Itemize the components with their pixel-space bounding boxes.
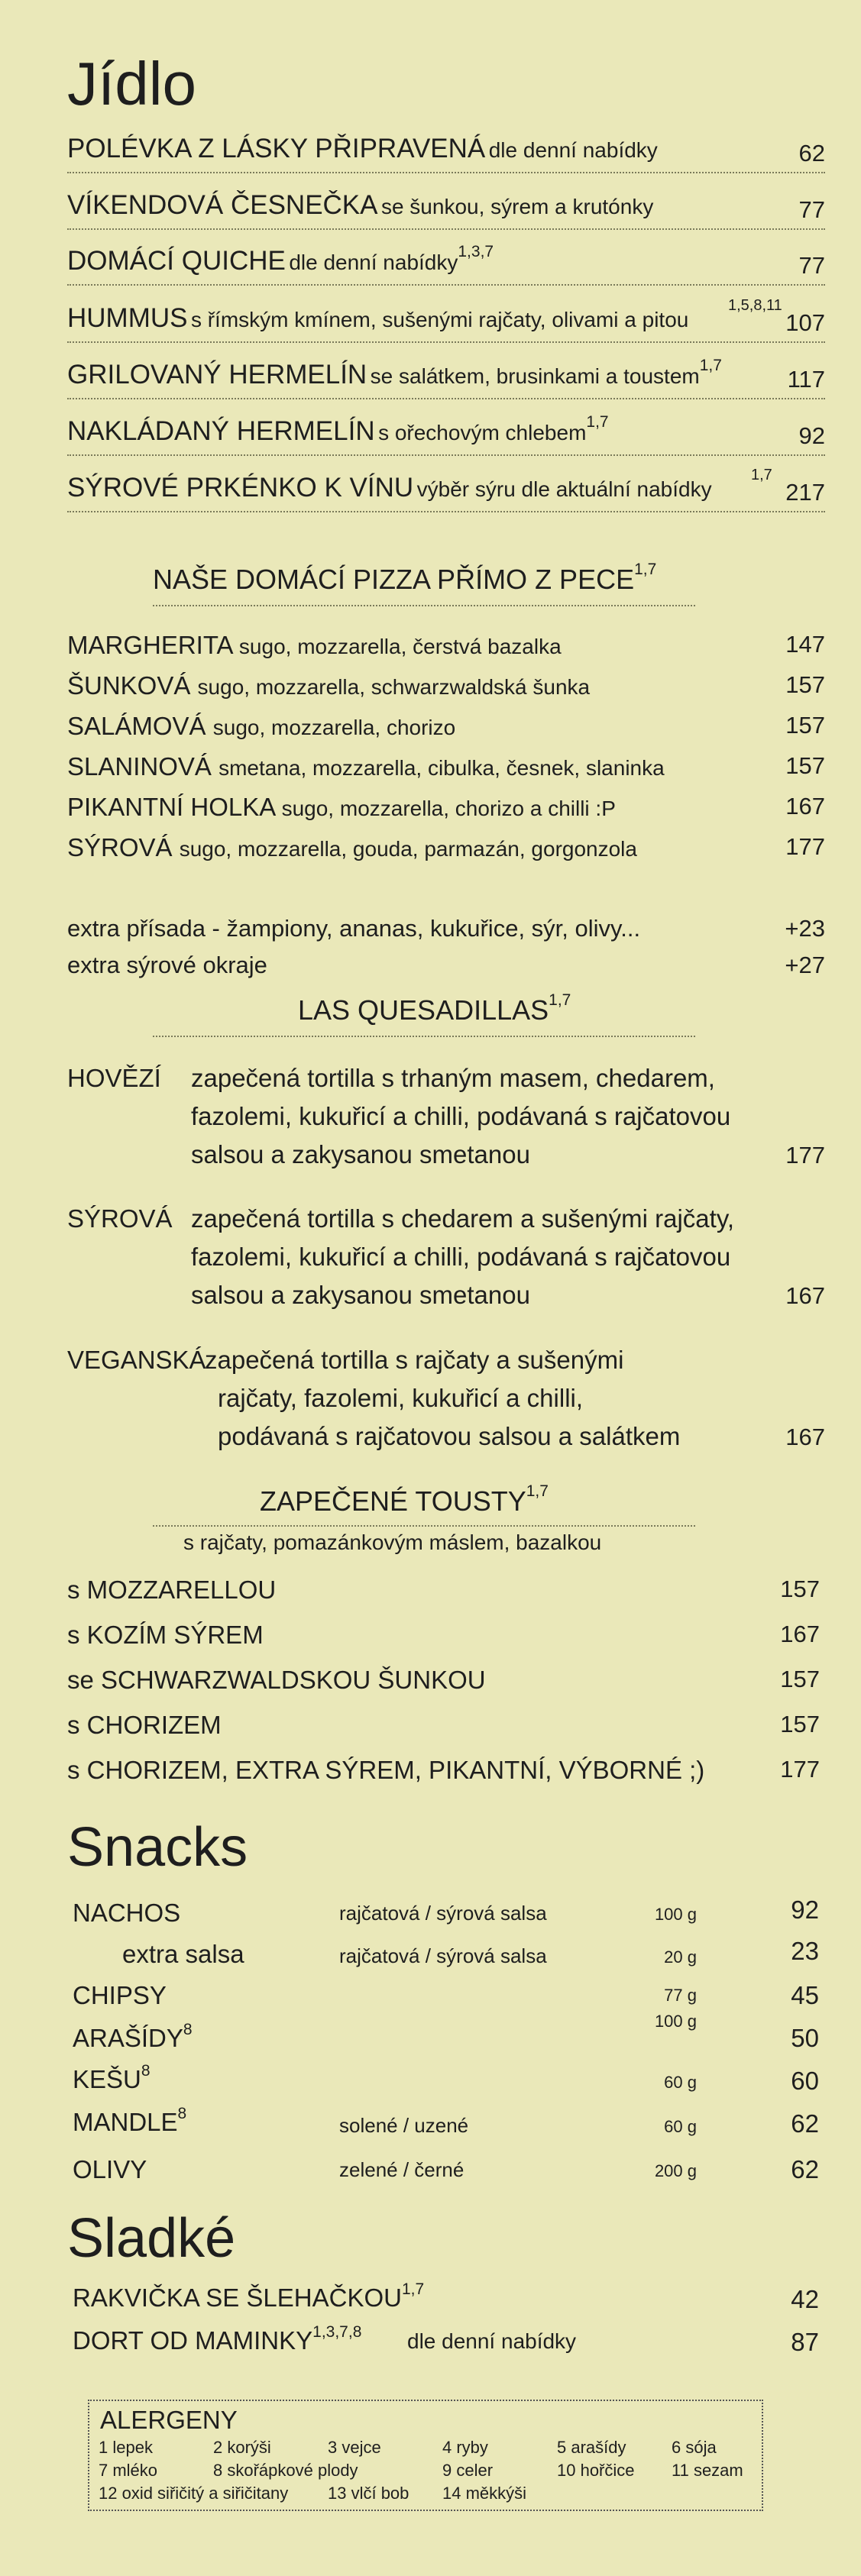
snack-name: CHIPSY xyxy=(73,1981,167,2009)
snack-weight: 100 g xyxy=(654,2012,697,2031)
price: 92 xyxy=(791,1896,819,1924)
allergen-codes: 1,7 xyxy=(549,991,571,1009)
price: 157 xyxy=(785,712,825,739)
price: 60 xyxy=(791,2067,819,2095)
snack-weight: 100 g xyxy=(654,1905,697,1924)
quesadilla-name: SÝROVÁ xyxy=(67,1204,173,1233)
allergen-item: 2 korýši xyxy=(213,2438,271,2457)
pizza-heading: NAŠE DOMÁCÍ PIZZA PŘÍMO Z PECE$^{1,7}$ xyxy=(153,561,657,595)
allergen-item: 1 lepek xyxy=(99,2438,153,2457)
price: 23 xyxy=(791,1937,819,1965)
section-title-sladke: Sladké xyxy=(67,2208,236,2269)
allergen-item: 3 vejce xyxy=(328,2438,381,2457)
pizza-item: MARGHERITA sugo, mozzarella, čerstvá bazalka 147 xyxy=(67,631,825,659)
price: 157 xyxy=(780,1666,820,1692)
snack-name: ARAŠÍDY$^8$ xyxy=(73,2021,193,2052)
snack-name: MANDLE$^8$ xyxy=(73,2105,187,2136)
allergen-codes: 1,7 xyxy=(401,2280,425,2298)
allergen-item: 12 oxid siřičitý a siřičitany xyxy=(99,2484,289,2503)
allergens-box xyxy=(88,2400,763,2511)
allergens-title: ALERGENY xyxy=(100,2406,238,2434)
snack-weight: 77 g xyxy=(664,1986,697,2005)
snack-desc: rajčatová / sýrová salsa xyxy=(339,1902,547,1925)
toast-item: s MOZZARELLOU 157 xyxy=(67,1576,820,1604)
section-title-jidlo: Jídlo xyxy=(67,50,196,118)
allergen-codes: 1,7 xyxy=(586,413,609,431)
snack-desc: rajčatová / sýrová salsa xyxy=(339,1944,547,1967)
price: 167 xyxy=(785,1424,825,1450)
allergen-item: 7 mléko xyxy=(99,2461,158,2480)
price: 42 xyxy=(791,2285,819,2313)
menu-item: 1,5,8,11 HUMMUS s římským kmínem, sušenými rajčaty, olivami a pitou 107 xyxy=(67,303,825,343)
snack-weight: 60 g xyxy=(664,2073,697,2092)
quesadilla-name: VEGANSKÁ xyxy=(67,1346,206,1374)
quesadilla-name: HOVĚZÍ xyxy=(67,1064,161,1092)
snack-weight: 20 g xyxy=(664,1947,697,1967)
allergen-codes: 1,7 xyxy=(526,1482,549,1500)
allergen-codes: 8 xyxy=(177,2105,187,2122)
allergen-item: 13 vlčí bob xyxy=(328,2484,409,2503)
price: 177 xyxy=(780,1756,820,1783)
allergen-codes: 1,3,7 xyxy=(458,243,494,260)
price: 50 xyxy=(791,2024,819,2052)
allergen-codes: 8 xyxy=(141,2062,151,2080)
menu-item: 1,7 SÝROVÉ PRKÉNKO K VÍNU výběr sýru dle aktuální nabídky 217 xyxy=(67,473,825,512)
pizza-item: SÝROVÁ sugo, mozzarella, gouda, parmazán, gorgonzola 177 xyxy=(67,833,825,861)
snack-weight: 60 g xyxy=(664,2117,697,2136)
price: 157 xyxy=(780,1576,820,1602)
divider xyxy=(153,605,695,606)
price: 167 xyxy=(780,1621,820,1647)
divider xyxy=(153,1036,695,1037)
allergen-codes: 1,5,8,11 xyxy=(728,297,782,314)
allergen-codes: 1,7 xyxy=(699,357,722,374)
snack-desc: zelené / černé xyxy=(339,2158,464,2181)
allergen-codes: 1,3,7,8 xyxy=(312,2323,362,2341)
snack-weight: 200 g xyxy=(654,2161,697,2180)
snack-name: OLIVY xyxy=(73,2155,147,2183)
sweet-name: RAKVIČKA SE ŠLEHAČKOU$^{1,7}$ xyxy=(73,2280,425,2312)
tousty-subheading: s rajčaty, pomazánkovým máslem, bazalkou xyxy=(183,1530,602,1554)
price: 157 xyxy=(785,671,825,698)
price: 167 xyxy=(785,793,825,819)
allergen-item: 14 měkkýši xyxy=(442,2484,527,2503)
price: 92 xyxy=(798,422,825,449)
pizza-item: SALÁMOVÁ sugo, mozzarella, chorizo 157 xyxy=(67,712,825,740)
price: 117 xyxy=(787,366,825,393)
section-title-snacks: Snacks xyxy=(67,1817,248,1878)
allergen-item: 5 arašídy xyxy=(557,2438,626,2457)
snack-name: NACHOS xyxy=(73,1899,181,1927)
price: 77 xyxy=(798,196,825,223)
price: 157 xyxy=(780,1711,820,1737)
pizza-item: SLANINOVÁ smetana, mozzarella, cibulka, česnek, slaninka 157 xyxy=(67,752,825,781)
price: 167 xyxy=(785,1282,825,1309)
menu-item: NAKLÁDANÝ HERMELÍN s ořechovým chlebem1,7 92 xyxy=(67,416,825,456)
snack-name: extra salsa xyxy=(122,1940,244,1968)
sweet-name: DORT OD MAMINKY$^{1,3,7,8}$ xyxy=(73,2323,362,2355)
price: 107 xyxy=(785,309,825,336)
allergen-codes: 1,7 xyxy=(751,467,772,483)
allergen-item: 6 sója xyxy=(672,2438,717,2457)
price: 87 xyxy=(791,2328,819,2356)
quesadillas-heading: LAS QUESADILLAS$^{1,7}$ xyxy=(298,991,571,1026)
allergen-item: 8 skořápkové plody xyxy=(213,2461,358,2480)
price: 62 xyxy=(791,2109,819,2138)
pizza-extra: extra sýrové okraje +27 xyxy=(67,952,825,978)
price: 177 xyxy=(785,1142,825,1168)
allergen-codes: 8 xyxy=(183,2021,193,2038)
toast-item: s CHORIZEM, EXTRA SÝREM, PIKANTNÍ, VÝBORNÉ ;) 177 xyxy=(67,1756,820,1784)
price: +23 xyxy=(785,915,825,942)
allergen-item: 10 hořčice xyxy=(557,2461,635,2480)
toast-item: s CHORIZEM 157 xyxy=(67,1711,820,1739)
menu-item: DOMÁCÍ QUICHE dle denní nabídky1,3,7 77 xyxy=(67,246,825,286)
divider xyxy=(153,1525,695,1527)
price: 217 xyxy=(785,479,825,506)
tousty-heading: ZAPEČENÉ TOUSTY$^{1,7}$ xyxy=(260,1482,549,1517)
toast-item: se SCHWARZWALDSKOU ŠUNKOU 157 xyxy=(67,1666,820,1694)
allergen-codes: 1,7 xyxy=(634,561,657,578)
menu-item: VÍKENDOVÁ ČESNEČKA se šunkou, sýrem a krutónky 77 xyxy=(67,190,825,230)
allergen-item: 11 sezam xyxy=(672,2461,743,2480)
price: 45 xyxy=(791,1981,819,2009)
toast-item: s KOZÍM SÝREM 167 xyxy=(67,1621,820,1649)
snack-desc: solené / uzené xyxy=(339,2114,469,2137)
allergen-item: 4 ryby xyxy=(442,2438,488,2457)
allergen-item: 9 celer xyxy=(442,2461,494,2480)
price: 62 xyxy=(798,140,825,166)
price: 77 xyxy=(798,252,825,279)
menu-item: GRILOVANÝ HERMELÍN se salátkem, brusinkami a toustem1,7 117 xyxy=(67,360,825,399)
pizza-extra: extra přísada - žampiony, ananas, kukuřice, sýr, olivy... +23 xyxy=(67,915,825,942)
price: 62 xyxy=(791,2155,819,2183)
price: 177 xyxy=(785,833,825,860)
menu-item: POLÉVKA Z LÁSKY PŘIPRAVENÁ dle denní nabídky 62 xyxy=(67,134,825,173)
price: 147 xyxy=(785,631,825,658)
price: 157 xyxy=(785,752,825,779)
pizza-item: PIKANTNÍ HOLKA sugo, mozzarella, chorizo a chilli :P 167 xyxy=(67,793,825,821)
pizza-item: ŠUNKOVÁ sugo, mozzarella, schwarzwaldská šunka 157 xyxy=(67,671,825,700)
snack-name: KEŠU$^8$ xyxy=(73,2062,151,2093)
price: +27 xyxy=(785,952,825,978)
sweet-desc: dle denní nabídky xyxy=(407,2329,577,2353)
